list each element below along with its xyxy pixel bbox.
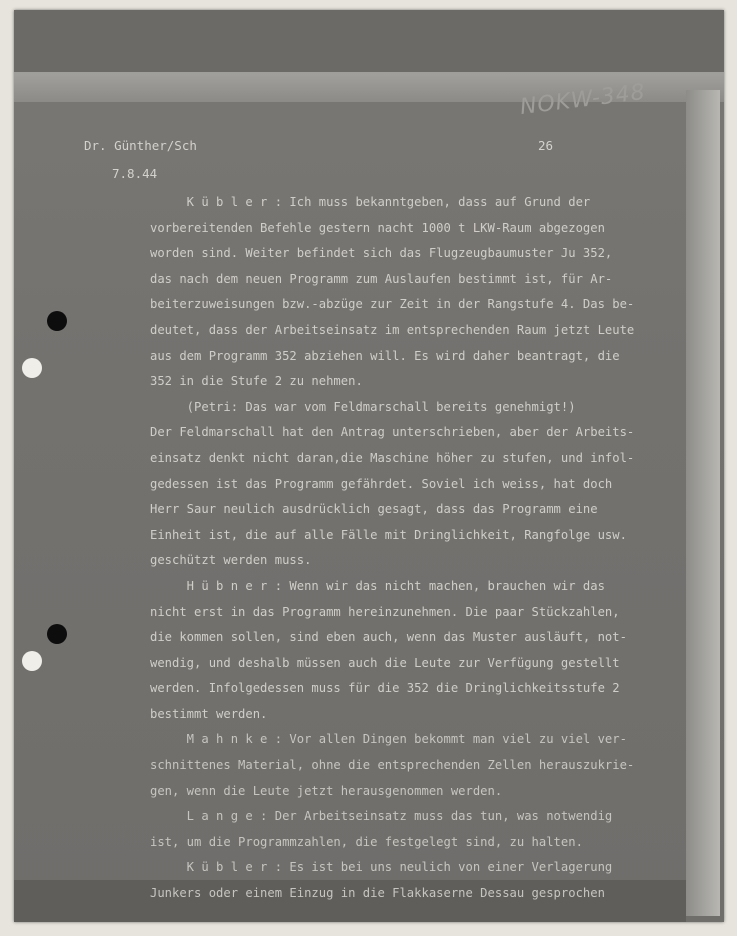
- author-line: Dr. Günther/Sch: [84, 138, 197, 153]
- text-line: H ü b n e r : Wenn wir das nicht machen, brauchen wir das: [150, 578, 605, 593]
- punch-hole-lower: [47, 624, 67, 644]
- text-line: einsatz denkt nicht daran,die Maschine höher zu stufen, und infol-: [150, 450, 635, 465]
- text-line: das nach dem neuen Programm zum Auslaufen bestimmt ist, für Ar-: [150, 271, 613, 286]
- punch-hole-upper: [47, 311, 67, 331]
- text-line: (Petri: Das war vom Feldmarschall bereits genehmigt!): [150, 399, 576, 414]
- text-line: K ü b l e r : Es ist bei uns neulich von einer Verlagerung: [150, 860, 613, 875]
- text-line: beiterzuweisungen bzw.-abzüge zur Zeit in der Rangstufe 4. Das be-: [150, 297, 635, 312]
- text-line: worden sind. Weiter befindet sich das Flugzeugbaumuster Ju 352,: [150, 246, 613, 261]
- text-line: K ü b l e r : Ich muss bekanntgeben, dass auf Grund der: [150, 195, 591, 209]
- text-line: gen, wenn die Leute jetzt herausgenommen werden.: [150, 783, 503, 798]
- text-line: 352 in die Stufe 2 zu nehmen.: [150, 374, 363, 389]
- text-line: schnittenes Material, ohne die entsprechenden Zellen herauszukrie-: [150, 758, 635, 773]
- punch-hole-upper-light: [22, 358, 42, 378]
- document-header: [84, 132, 197, 188]
- text-line: ist, um die Programmzahlen, die festgelegt sind, zu halten.: [150, 834, 583, 849]
- text-line: L a n g e : Der Arbeitseinsatz muss das tun, was notwendig: [150, 809, 613, 824]
- text-line: M a h n k e : Vor allen Dingen bekommt man viel zu viel ver-: [150, 732, 627, 747]
- archive-handwritten-mark: NOKW-348: [518, 79, 648, 121]
- page-number: 26: [538, 138, 554, 153]
- text-line: wendig, und deshalb müssen auch die Leute zur Verfügung gestellt: [150, 655, 620, 670]
- text-line: nicht erst in das Programm hereinzunehmen. Die paar Stückzahlen,: [150, 604, 620, 619]
- text-line: werden. Infolgedessen muss für die 352 die Dringlichkeitsstufe 2: [150, 681, 620, 696]
- transcript-body: [150, 190, 690, 907]
- text-line: Junkers oder einem Einzug in die Flakkaserne Dessau gesprochen: [150, 886, 605, 901]
- text-line: aus dem Programm 352 abziehen will. Es wird daher beantragt, die: [150, 348, 620, 363]
- text-line: die kommen sollen, sind eben auch, wenn das Muster ausläuft, not-: [150, 630, 627, 645]
- text-line: bestimmt werden.: [150, 706, 268, 721]
- text-line: gedessen ist das Programm gefährdet. Soviel ich weiss, hat doch: [150, 476, 613, 491]
- text-line: Der Feldmarschall hat den Antrag unterschrieben, aber der Arbeits-: [150, 425, 635, 440]
- right-light-margin: [686, 90, 720, 916]
- top-shadow-band: [14, 10, 724, 74]
- text-line: Einheit ist, die auf alle Fälle mit Dringlichkeit, Rangfolge usw.: [150, 527, 627, 542]
- punch-hole-lower-light: [22, 651, 42, 671]
- date-line: 7.8.44: [112, 166, 158, 181]
- text-line: deutet, dass der Arbeitseinsatz im entsprechenden Raum jetzt Leute: [150, 322, 635, 337]
- text-line: vorbereitenden Befehle gestern nacht 1000 t LKW-Raum abgezogen: [150, 220, 605, 235]
- text-line: Herr Saur neulich ausdrücklich gesagt, dass das Programm eine: [150, 502, 598, 517]
- text-line: geschützt werden muss.: [150, 553, 312, 568]
